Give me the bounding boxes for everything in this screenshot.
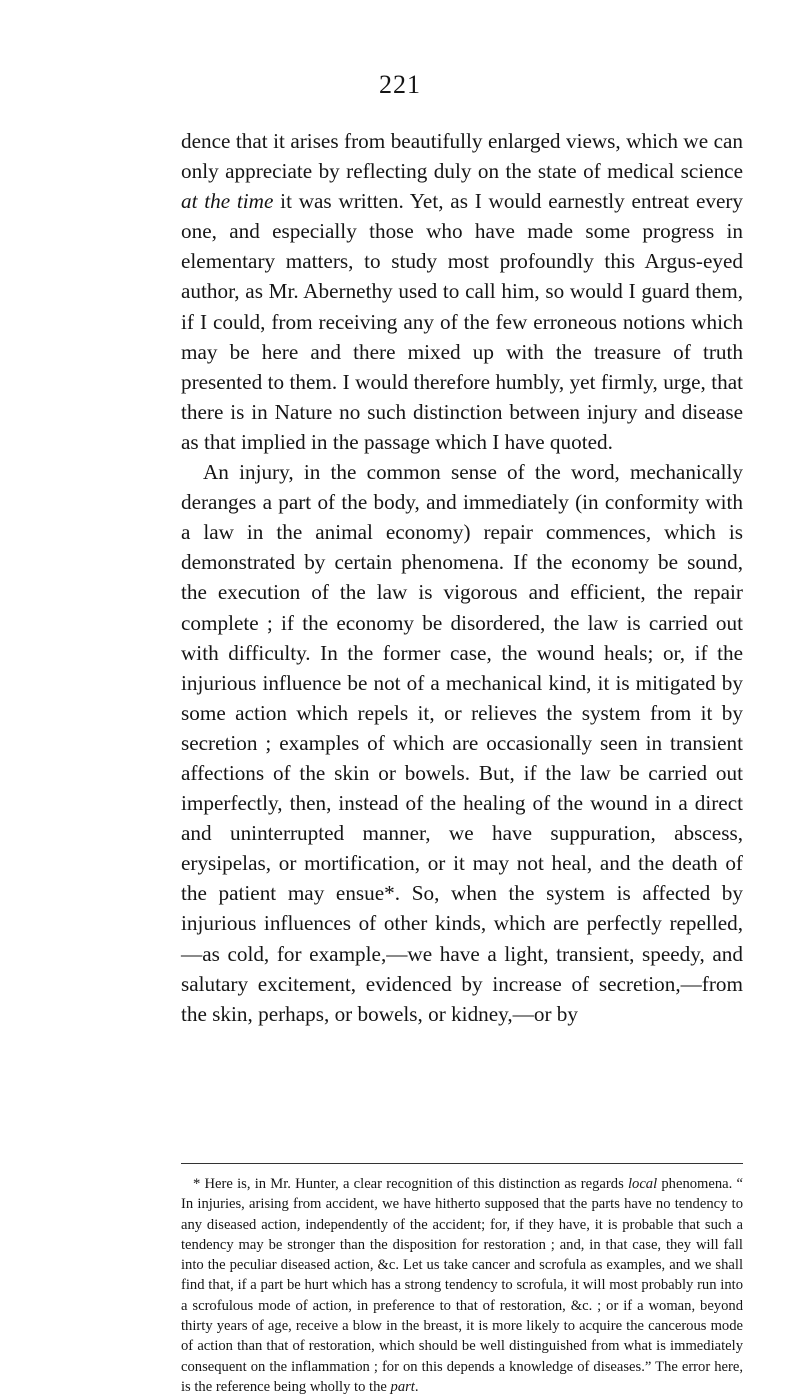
body-paragraph (181, 126, 743, 457)
footnote-text: . (414, 1378, 419, 1395)
emphasis-text: at the time (181, 189, 274, 214)
body-paragraph: An injury, in the common sense of the word, mechanically deranges a part of the body, and immediately (in conformity with a law in the animal economy) repair commences, which is demonstrated by certain phenomena. If the economy be sound, the execution of the law is vigorous and efficient, the repair complete ; if the economy be disordered, the law is carried out with difficulty. In the former case, the wound heals; or, if the injurious influence be not of a mechanical kind, it is mitigated by some action which repels it, or relieves the system from it by secretion ; examples of which are occasionally seen in transient affections of the skin or bowels. But, if the law be carried out imperfectly, then, instead of the healing of the wound in a direct and uninterrupted manner, we have suppuration, abscess, erysipelas, or mortification, or it may not heal, and the death of the patient may ensue*. So, when the system is affected by injurious influences of other kinds, which are perfectly repelled,—as cold, for example,—we have a light, transient, speedy, and salutary excitement, evidenced by increase of secretion,—from the skin, perhaps, or bowels, or kidney,—or by (181, 460, 743, 1026)
footnote-text: * Here is, in Mr. Hunter, a clear recognition of this distinction as regards (193, 1176, 628, 1192)
footnote (181, 1174, 743, 1397)
footnote-rule (181, 1163, 743, 1164)
emphasis-text: part (390, 1378, 415, 1395)
emphasis-text: local (627, 1176, 658, 1192)
footnote-text: phenomena. “ In injuries, arising from accident, we have hitherto supposed that the parts have no tendency to any diseased action, independently of the accident; for, if they have, it is probable that such a tendency may be stronger than the disposition for restoration ; and, in that case, they will fall into the peculiar diseased action, &c. Let us take cancer and scrofula as examples, and we shall find that, if a part be hurt which has a strong tendency to scrofula, it will most probably run into a scrofulous mode of action, in preference to that of restoration, &c. ; or if a woman, beyond thirty years of age, receive a blow in the breast, it is more likely to acquire the cancerous mode of action than that of restoration, which should be well distinguished from what is immediately consequent on the inflammation ; for on this depends a knowledge of diseases.” The error here, is the reference being wholly to the (181, 1176, 743, 1395)
body-text: it was written. Yet, as I would earnestly entreat every one, and especially those who have made some progress in elementary matters, to study most profoundly this Argus-eyed author, as Mr. Abernethy used to call him, so would I guard them, if I could, from receiving any of the few erroneous notions which may be here and there mixed up with the treasure of truth presented to them. I would therefore humbly, yet firmly, urge, that there is in Nature no such distinction between injury and disease as that implied in the passage which I have quoted. (181, 189, 744, 454)
body-text: dence that it arises from beautifully enlarged views, which we can only appreciate by reflecting duly on the state of medical science (181, 129, 743, 184)
footnote-paragraph (181, 1174, 743, 1397)
page-number: 221 (379, 70, 421, 99)
main-text (181, 126, 743, 1029)
